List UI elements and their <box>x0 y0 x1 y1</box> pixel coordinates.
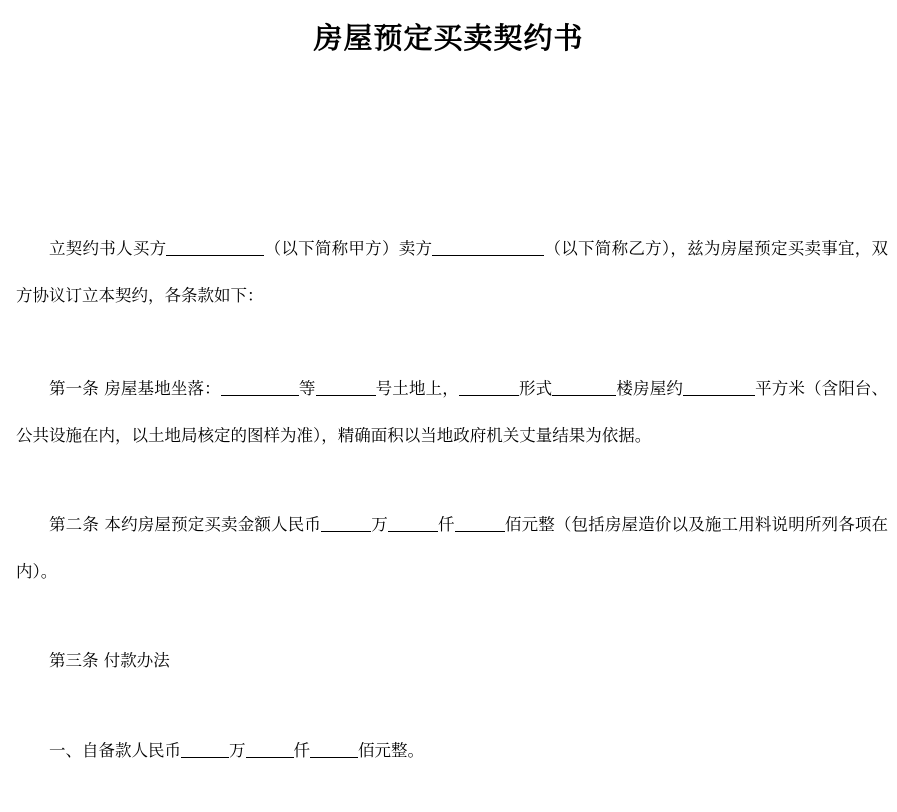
area-blank[interactable] <box>683 378 755 396</box>
price-bai-blank[interactable] <box>455 514 505 532</box>
article-3-heading: 第三条 付款办法 <box>49 651 170 670</box>
preamble-text-1: 立契约书人买方 <box>49 239 167 258</box>
article-2-text-4: 佰元整（包括房屋造价以及施工用料说明所列各项在内）。 <box>16 515 889 581</box>
payment-1-text-2: 万 <box>229 741 246 760</box>
article-2-paragraph <box>16 501 888 595</box>
buyer-name-blank[interactable] <box>166 238 264 256</box>
preamble-text-3: （以下简称乙方），兹为房屋预定买卖事宜，双方协议订立本契约，各条款如下： <box>16 239 889 305</box>
deposit-wan-blank[interactable] <box>181 740 229 758</box>
article-2-text-1: 第二条 本约房屋预定买卖金额人民币 <box>49 515 322 534</box>
price-qian-blank[interactable] <box>388 514 438 532</box>
land-number-blank[interactable] <box>316 378 376 396</box>
payment-item-1-paragraph <box>16 727 888 774</box>
preamble-text-2: （以下简称甲方）卖方 <box>264 239 433 258</box>
article-2-text-2: 万 <box>371 515 388 534</box>
price-wan-blank[interactable] <box>321 514 371 532</box>
article-1-text-6: 平方米（含阳台、公共设施在内，以土地局核定的图样为准），精确面积以当地政府机关丈量结果为依据。 <box>16 379 889 445</box>
payment-1-text-1: 一、自备款人民币 <box>49 741 181 760</box>
preamble-paragraph <box>16 225 888 319</box>
payment-1-text-3: 仟 <box>293 741 310 760</box>
article-1-text-4: 形式 <box>518 379 553 398</box>
payment-1-text-4: 佰元整。 <box>358 741 424 760</box>
article-1-text-5: 楼房屋约 <box>616 379 683 398</box>
building-form-blank[interactable] <box>459 378 519 396</box>
article-1-text-1: 第一条 房屋基地坐落： <box>49 379 221 398</box>
article-3-paragraph <box>16 637 888 684</box>
location-blank[interactable] <box>221 378 299 396</box>
deposit-qian-blank[interactable] <box>246 740 294 758</box>
article-1-text-3: 号土地上， <box>375 379 459 398</box>
article-1-text-2: 等 <box>298 379 316 398</box>
seller-name-blank[interactable] <box>432 238 544 256</box>
document-title: 房屋预定买卖契约书 <box>313 21 584 55</box>
article-1-paragraph <box>16 365 888 459</box>
floor-blank[interactable] <box>552 378 616 396</box>
article-2-text-3: 仟 <box>437 515 455 534</box>
deposit-bai-blank[interactable] <box>310 740 358 758</box>
